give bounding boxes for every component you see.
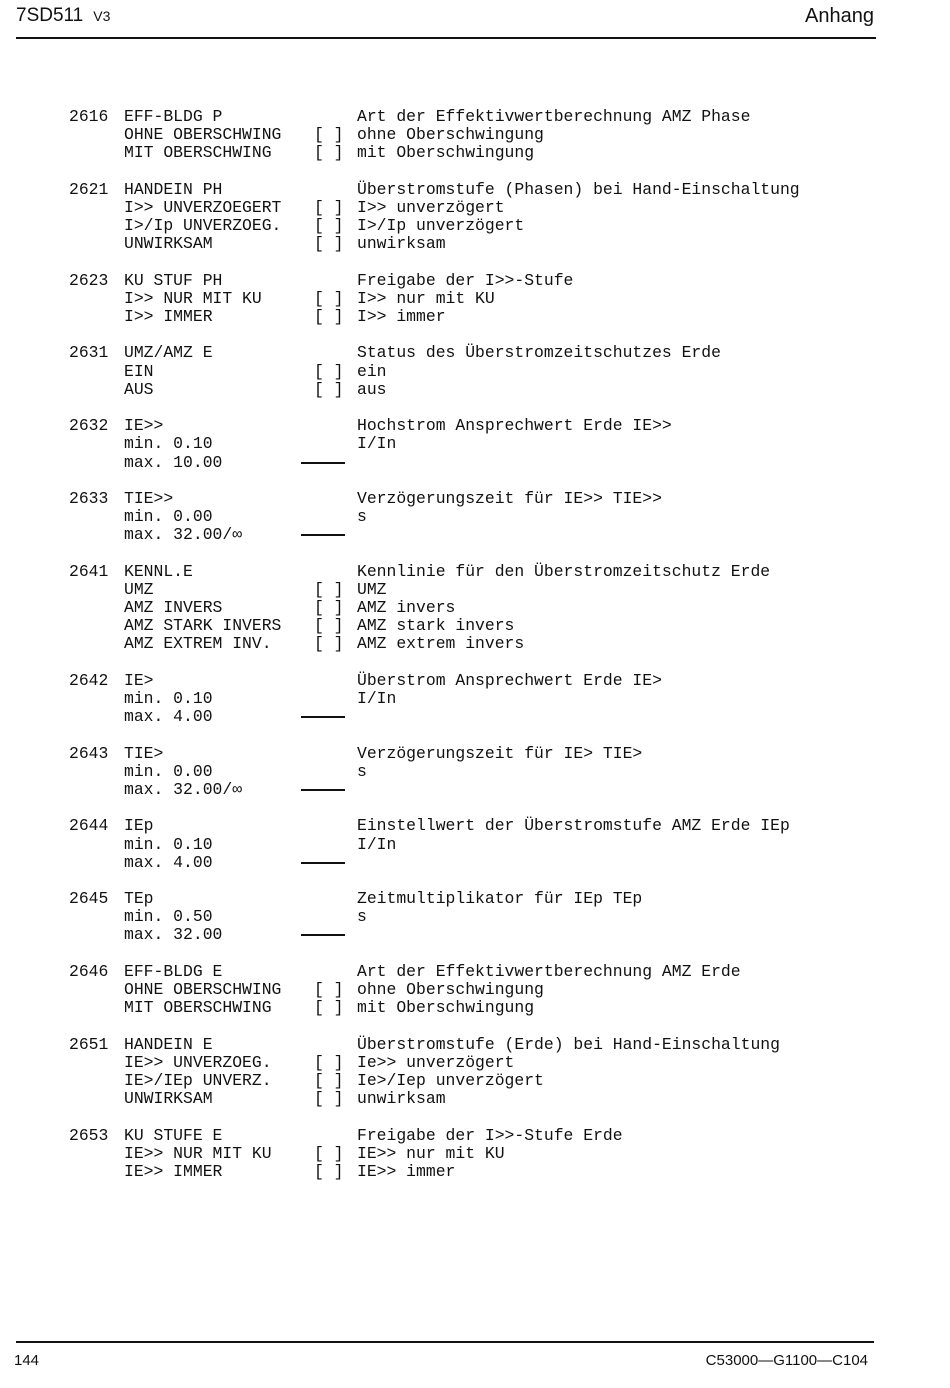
option-text: Ie>/Iep unverzögert [357,1070,544,1090]
option-text: mit Oberschwingung [357,143,535,163]
option-text: mit Oberschwingung [357,998,535,1018]
parameter-name: IEp [124,816,154,836]
option-checkbox: [ ] [314,1143,344,1163]
parameter-option [69,526,879,544]
parameter-option [69,599,879,617]
parameter-description: Zeitmultiplikator für IEp TEp [357,889,643,909]
parameter-header [69,745,879,763]
option-text: I/In [357,689,397,708]
parameter-list [69,108,879,1199]
option-label: min. 0.10 [124,689,213,708]
option-label: I>> UNVERZOEGERT [124,197,282,217]
parameter-header [69,563,879,581]
parameter-description: Überstromstufe (Phasen) bei Hand-Einschaltung [357,179,800,199]
option-label: IE>> UNVERZOEG. [124,1052,272,1072]
option-text: IE>> immer [357,1161,456,1181]
option-text: Ie>> unverzögert [357,1052,515,1072]
parameter-option [69,581,879,599]
parameter-description: Art der Effektivwertberechnung AMZ Phase [357,107,751,126]
parameter-option [69,781,879,799]
option-text: aus [357,379,387,399]
parameter-option [69,363,879,381]
option-checkbox: [ ] [314,1070,344,1090]
parameter-block [69,890,879,945]
option-text: AMZ invers [357,598,456,618]
parameter-option [69,454,879,472]
option-label: MIT OBERSCHWING [124,998,272,1018]
option-label: UMZ [124,579,154,599]
parameter-description: Verzögerungszeit für IE>> TIE>> [357,488,662,508]
option-checkbox: [ ] [314,234,344,254]
option-text: IE>> nur mit KU [357,1143,505,1163]
parameter-option [69,836,879,854]
parameter-header [69,1036,879,1054]
option-label: IE>> NUR MIT KU [124,1143,272,1163]
option-label: EIN [124,361,154,381]
parameter-name: UMZ/AMZ E [124,343,213,363]
parameter-block [69,344,879,399]
parameter-option [69,508,879,526]
parameter-option [69,708,879,726]
option-text: ohne Oberschwingung [357,125,544,145]
option-text: AMZ extrem invers [357,634,525,654]
parameter-option [69,908,879,926]
parameter-block [69,1127,879,1182]
parameter-block [69,417,879,472]
parameter-number: 2633 [69,488,109,508]
header-section: Anhang [805,5,874,27]
document-number: C53000—G1100—C104 [705,1352,868,1369]
option-text: AMZ stark invers [357,616,515,636]
option-label: min. 0.00 [124,507,213,527]
parameter-option [69,1163,879,1181]
parameter-number: 2632 [69,416,109,436]
parameter-option [69,763,879,781]
parameter-header [69,1127,879,1145]
option-label: I>/Ip UNVERZOEG. [124,216,282,236]
option-checkbox: [ ] [314,998,344,1018]
parameter-number: 2641 [69,561,109,581]
parameter-option [69,1072,879,1090]
parameter-number: 2653 [69,1125,109,1145]
parameter-description: Freigabe der I>>-Stufe [357,270,574,290]
parameter-number: 2623 [69,270,109,290]
option-text: ohne Oberschwingung [357,980,544,999]
option-checkbox: [ ] [314,579,344,599]
option-label: max. 4.00 [124,707,213,727]
option-text: I/In [357,834,397,854]
option-checkbox: [ ] [314,288,344,308]
value-entry-line [301,462,345,464]
parameter-header [69,272,879,290]
parameter-name: HANDEIN PH [124,179,223,199]
option-label: MIT OBERSCHWING [124,143,272,163]
option-checkbox: [ ] [314,1052,344,1072]
option-text: I>> unverzögert [357,197,505,217]
parameter-name: TIE> [124,743,164,763]
option-label: AMZ STARK INVERS [124,616,282,636]
option-text: ein [357,361,387,381]
option-checkbox: [ ] [314,634,344,654]
parameter-block [69,963,879,1018]
option-text: I>/Ip unverzögert [357,216,525,236]
option-label: UNWIRKSAM [124,234,213,254]
parameter-name: KU STUF PH [124,270,223,290]
option-label: min. 0.10 [124,434,213,454]
parameter-name: KU STUFE E [124,1125,223,1145]
parameter-option [69,1090,879,1108]
option-label: max. 32.00/∞ [124,525,243,545]
option-checkbox: [ ] [314,1089,344,1109]
option-text: unwirksam [357,234,446,254]
value-entry-line [301,534,345,536]
parameter-number: 2642 [69,670,109,690]
parameter-block [69,181,879,254]
parameter-description: Hochstrom Ansprechwert Erde IE>> [357,416,672,436]
option-text: I>> nur mit KU [357,288,495,308]
parameter-name: TIE>> [124,488,174,508]
option-label: AMZ INVERS [124,598,223,618]
parameter-option [69,126,879,144]
option-checkbox: [ ] [314,307,344,327]
parameter-option [69,290,879,308]
value-entry-line [301,862,345,864]
parameter-description: Überstrom Ansprechwert Erde IE> [357,670,662,690]
parameter-number: 2631 [69,343,109,363]
option-label: max. 10.00 [124,452,223,472]
option-checkbox: [ ] [314,361,344,381]
parameter-block [69,490,879,545]
parameter-description: Art der Effektivwertberechnung AMZ Erde [357,961,741,981]
option-label: min. 0.50 [124,907,213,927]
model-version: V3 [93,8,111,24]
parameter-option [69,1145,879,1163]
parameter-description: Einstellwert der Überstromstufe AMZ Erde IEp [357,816,790,836]
option-label: OHNE OBERSCHWING [124,125,282,145]
option-label: I>> IMMER [124,307,213,327]
parameter-name: TEp [124,889,154,909]
parameter-name: HANDEIN E [124,1034,213,1054]
option-label: max. 32.00 [124,925,223,945]
parameter-number: 2646 [69,961,109,981]
parameter-number: 2621 [69,179,109,199]
option-checkbox: [ ] [314,616,344,636]
option-text: I/In [357,434,397,454]
option-checkbox: [ ] [314,125,344,145]
parameter-option [69,690,879,708]
parameter-option [69,926,879,944]
parameter-option [69,217,879,235]
parameter-option [69,144,879,162]
parameter-number: 2644 [69,816,109,836]
option-label: IE>/IEp UNVERZ. [124,1070,272,1090]
parameter-block [69,817,879,872]
parameter-header [69,417,879,435]
option-checkbox: [ ] [314,1161,344,1181]
option-text: I>> immer [357,307,446,327]
option-label: IE>> IMMER [124,1161,223,1181]
option-label: OHNE OBERSCHWING [124,980,282,999]
parameter-option [69,635,879,653]
page-number: 144 [14,1352,40,1369]
option-label: min. 0.00 [124,761,213,781]
option-label: AUS [124,379,154,399]
parameter-number: 2616 [69,107,109,126]
option-checkbox: [ ] [314,598,344,618]
parameter-description: Status des Überstromzeitschutzes Erde [357,343,721,363]
parameter-header [69,672,879,690]
option-text: s [357,507,367,527]
parameter-name: IE> [124,670,154,690]
footer-rule [16,1341,874,1343]
parameter-header [69,181,879,199]
model-name: 7SD511 [16,5,84,26]
parameter-description: Verzögerungszeit für IE> TIE> [357,743,643,763]
parameter-header [69,963,879,981]
parameter-description: Freigabe der I>>-Stufe Erde [357,1125,623,1145]
option-label: UNWIRKSAM [124,1089,213,1109]
option-text: s [357,761,367,781]
header-rule [16,37,876,39]
parameter-header [69,344,879,362]
parameter-header [69,108,879,126]
parameter-option [69,854,879,872]
parameter-header [69,490,879,508]
option-text: UMZ [357,579,387,599]
parameter-option [69,199,879,217]
parameter-block [69,108,879,163]
parameter-option [69,1054,879,1072]
parameter-description: Überstromstufe (Erde) bei Hand-Einschaltung [357,1034,780,1054]
option-checkbox: [ ] [314,379,344,399]
parameter-option [69,381,879,399]
parameter-name: EFF-BLDG E [124,961,223,981]
option-checkbox: [ ] [314,143,344,163]
parameter-description: Kennlinie für den Überstromzeitschutz Erde [357,561,771,581]
parameter-option [69,435,879,453]
option-label: max. 32.00/∞ [124,779,243,799]
parameter-name: IE>> [124,416,164,436]
option-text: s [357,907,367,927]
parameter-name: EFF-BLDG P [124,107,223,126]
parameter-number: 2645 [69,889,109,909]
option-checkbox: [ ] [314,216,344,236]
option-label: AMZ EXTREM INV. [124,634,272,654]
parameter-block [69,272,879,327]
parameter-block [69,1036,879,1109]
parameter-block [69,745,879,800]
parameter-number: 2643 [69,743,109,763]
option-label: max. 4.00 [124,852,213,872]
option-label: min. 0.10 [124,834,213,854]
parameter-number: 2651 [69,1034,109,1054]
parameter-option [69,617,879,635]
option-text: unwirksam [357,1089,446,1109]
header-model [16,5,110,27]
parameter-option [69,981,879,999]
option-checkbox: [ ] [314,197,344,217]
value-entry-line [301,716,345,718]
parameter-block [69,672,879,727]
value-entry-line [301,934,345,936]
parameter-option [69,999,879,1017]
parameter-header [69,890,879,908]
parameter-header [69,817,879,835]
parameter-option [69,308,879,326]
option-checkbox: [ ] [314,980,344,999]
parameter-name: KENNL.E [124,561,193,581]
value-entry-line [301,789,345,791]
option-label: I>> NUR MIT KU [124,288,262,308]
parameter-block [69,563,879,654]
parameter-option [69,235,879,253]
